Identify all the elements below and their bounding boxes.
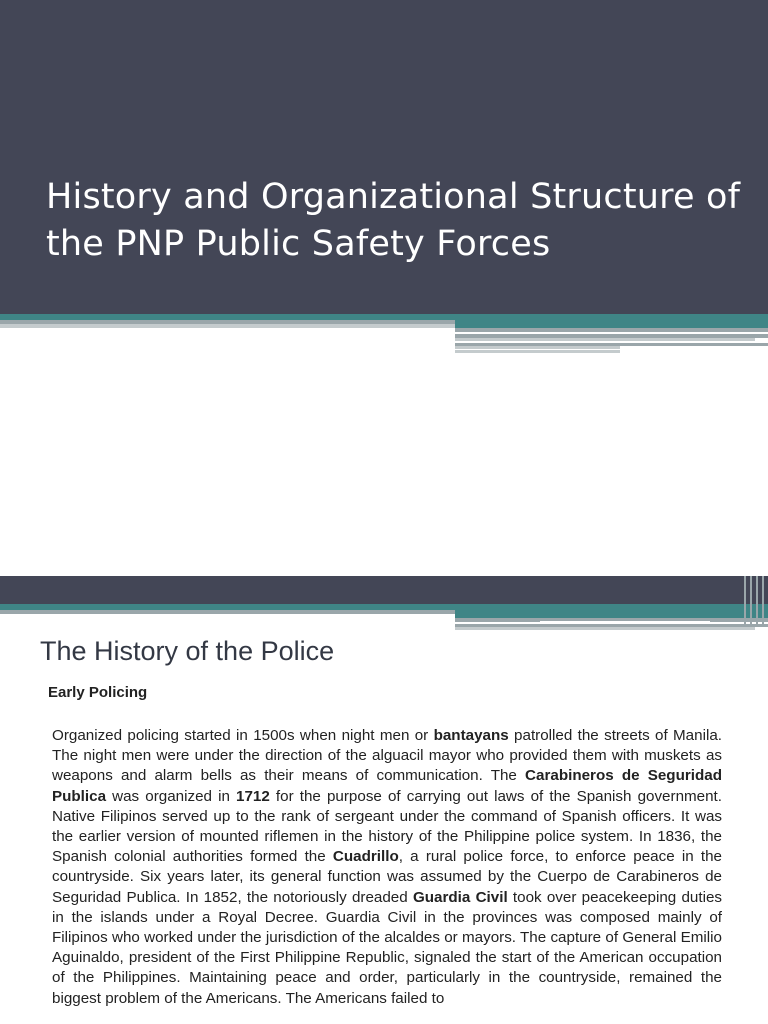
- body-bold-term: Guardia Civil: [412, 888, 508, 906]
- slide2-heading: The History of the Police: [40, 636, 335, 666]
- body-text: took over peacekeeping duties in the islands under a Royal Decree. Guardia Civil in the provinces was composed mainly of Filipinos who worked under the jurisdiction of the alcaldes or mayors. The capture of General Emilio Aguinaldo, president of the First Philippine Republic, signaled the start of the American occupation of the Philippines. Maintaining peace and order, particularly in the countryside, remained the biggest problem of the Americans. The Americans failed to: [52, 888, 723, 1007]
- body-bold-term: Cuadrillo: [332, 848, 399, 866]
- body-text: patrolled the streets of Manila. The night men were under the direction of the alguacil mayor who provided them with muskets as weapons and alarm bells as their means of communication. The: [52, 727, 722, 785]
- body-bold-term: Carabineros de Seguridad Publica: [52, 767, 722, 805]
- body-text: for the purpose of carrying out laws of the Spanish government. Native Filipinos served up to the rank of sergeant under the command of Spanish officers. It was the earlier version of mounted riflemen in the history of the Philippine police system. In 1836, the Spanish colonial authorities formed the: [52, 787, 722, 866]
- slide1-title-header: [0, 0, 768, 314]
- slide2-body-paragraph: [52, 726, 722, 1009]
- slide2-header-bar: [0, 576, 768, 604]
- body-bold-term: 1712: [236, 787, 270, 805]
- slide2-subheading: Early Policing: [48, 684, 148, 701]
- slide1-title: History and Organizational Structure of the PNP Public Safety Forces: [46, 177, 741, 264]
- body-text: Organized policing started in 1500s when night men or: [52, 727, 434, 744]
- body-text: , a rural police force, to enforce peace in the countryside. Six years later, its general function was assumed by the Cuerpo de Carabineros de Seguridad Publica. In 1852, the notoriously dreaded: [52, 848, 723, 906]
- body-bold-term: bantayans: [433, 727, 509, 744]
- body-text: was organized in: [106, 787, 237, 805]
